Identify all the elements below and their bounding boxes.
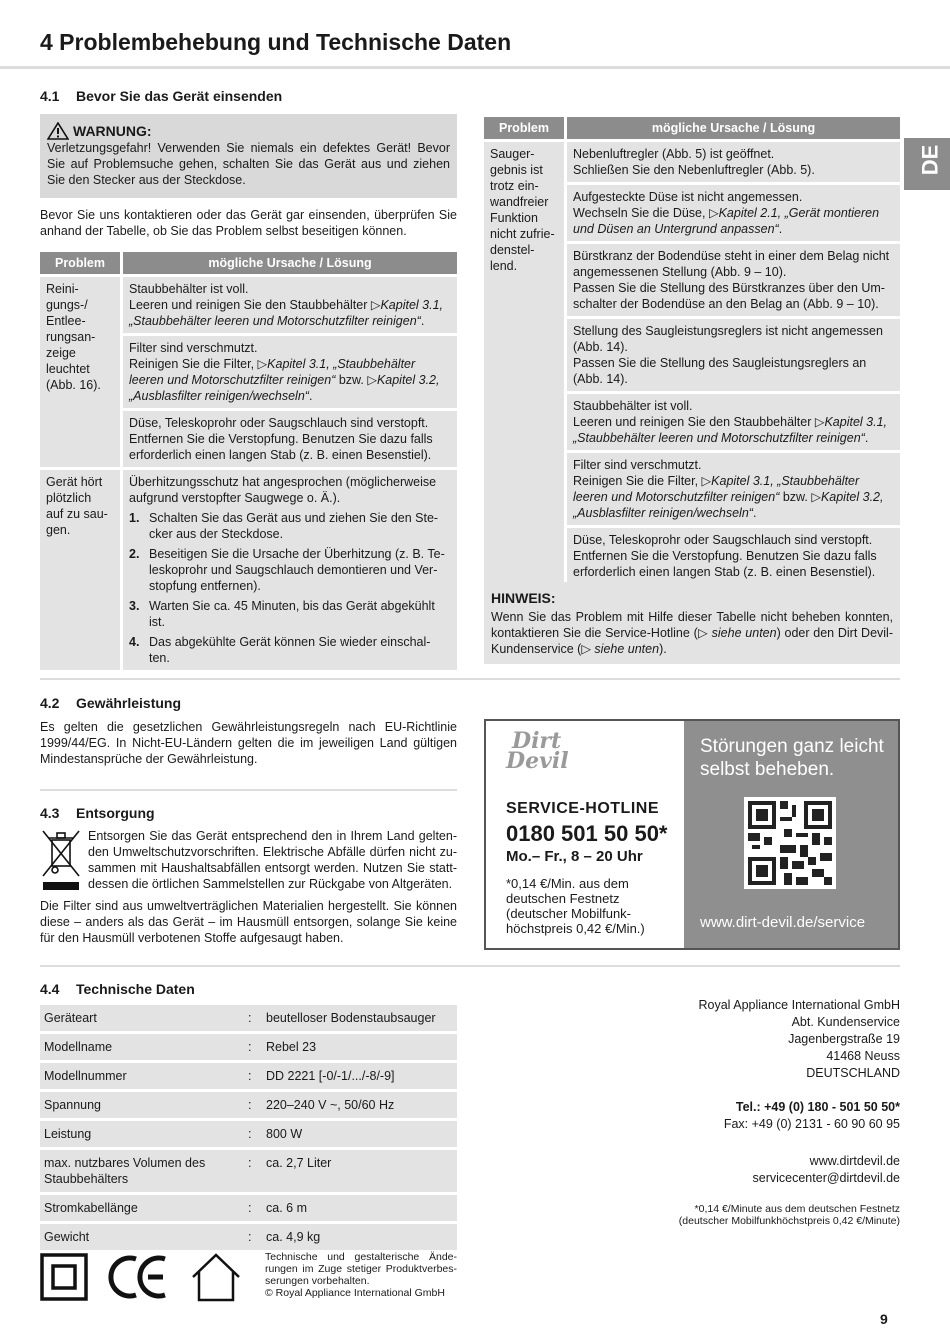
spec-value: ca. 2,7 Liter xyxy=(262,1150,457,1192)
logo-line: Dirt xyxy=(512,728,562,754)
spec-row xyxy=(40,1063,457,1089)
spec-label: Leistung xyxy=(40,1121,248,1147)
solution-text: Filter sind verschmutzt. Reinigen Sie die Filter, ▷Kapitel 3.1, „Staubbehälter leeren und Motorschutzfilter reinigen“ bzw. ▷Kapitel 3.2, „Ausblasfilter reinigen/wechseln“. xyxy=(129,341,440,403)
step-item xyxy=(129,546,451,594)
spec-separator: : xyxy=(248,1092,262,1118)
technical-data-table xyxy=(40,1002,457,1253)
spec-separator: : xyxy=(248,1063,262,1089)
problem-cell: Reini- gungs-/ Entlee- rungsan- zeige leuchtet (Abb. 16). xyxy=(40,277,120,467)
spec-separator: : xyxy=(248,1150,262,1192)
step-item xyxy=(129,634,451,666)
warning-text: Verletzungsgefahr! Verwenden Sie niemals ein defektes Gerät! Bevor Sie auf Problemsuche gehen, schalten Sie das Gerät aus und ziehen Sie den Stecker aus der Steckdose. xyxy=(47,141,450,187)
website-link[interactable]: www.dirtdevil.de xyxy=(809,1154,900,1168)
step-text: Beseitigen Sie die Ursache der Überhitzung (z. B. Te-leskoprohr und Saugschlauch demontieren und Ver-stopfung entfernen). xyxy=(149,547,445,593)
solution-cell xyxy=(567,319,900,391)
section-title: Entsorgung xyxy=(76,805,155,821)
step-item xyxy=(129,598,451,630)
filter-disposal-text: Die Filter sind aus umweltverträglichen Materialien hergestellt. Sie können diese – anders als das Gerät – im Hausmüll entsorgen, solange Sie keine für den Hausmüll verbotenen Stoffe aufgesaugt haben. xyxy=(40,899,457,945)
spec-label: Gewicht xyxy=(40,1224,248,1250)
spec-separator: : xyxy=(248,1005,262,1031)
section-number: 4.1 xyxy=(40,88,60,104)
section-title: Technische Daten xyxy=(76,981,195,997)
spec-row xyxy=(40,1224,457,1250)
solution-cell xyxy=(567,453,900,525)
section-divider xyxy=(40,965,900,967)
table-header-problem: Problem xyxy=(484,117,564,139)
ad-headline: Störungen ganz leicht selbst beheben. xyxy=(700,736,884,780)
spec-row xyxy=(40,1195,457,1221)
address-line: 41468 Neuss xyxy=(826,1049,900,1063)
solution-text: Nebenluftregler (Abb. 5) ist geöffnet. Schließen Sie den Nebenluftregler (Abb. 5). xyxy=(573,147,815,177)
section-4-2-heading xyxy=(40,694,181,712)
spec-value: Rebel 23 xyxy=(262,1034,457,1060)
warranty-text: Es gelten die gesetzlichen Gewährleistungsregeln nach EU-Richtlinie 1999/44/EG. In Nicht-EU-Ländern gelten die im jeweiligen Land gültigen Mindestansprüche der Gewährleistung. xyxy=(40,720,457,766)
solution-text: Bürstkranz der Bodendüse steht in einer dem Belag nicht angemessenen Stellung (Abb. 9 – 10). Passen Sie die Stellung des Bürstkranzes über den Um-schalter der Bodendüse an den Belag an (Abb. 9 – 10). xyxy=(573,249,890,311)
solution-cell xyxy=(567,528,900,584)
header-divider xyxy=(0,66,950,69)
address-lines xyxy=(679,997,900,1082)
section-4-4-heading xyxy=(40,980,195,998)
problem-cell: Sauger- gebnis ist trotz ein- wandfreier Funktion nicht zufrie- denstel- lend. xyxy=(484,142,564,584)
spec-separator: : xyxy=(248,1224,262,1250)
warning-triangle-icon xyxy=(47,122,69,140)
step-text: Das abgekühlte Gerät können Sie wieder einschal-ten. xyxy=(149,635,431,665)
solution-cell xyxy=(567,394,900,450)
section-title: Gewährleistung xyxy=(76,695,182,711)
service-hotline-label: SERVICE-HOTLINE xyxy=(506,800,659,817)
section-divider xyxy=(40,678,900,680)
steps-list xyxy=(129,510,451,666)
step-number: 3. xyxy=(129,599,140,613)
solution-text: Düse, Teleskoprohr oder Saugschlauch sind verstopft. Entfernen Sie die Verstopfung. Benutzen Sie dazu falls erforderlich einen langen Stab (z. B. einen Besenstiel). xyxy=(573,533,877,579)
address-line: DEUTSCHLAND xyxy=(806,1066,900,1080)
email-link[interactable]: servicecenter@dirtdevil.de xyxy=(752,1171,900,1185)
qr-code-icon xyxy=(744,797,836,889)
spec-label: Modellnummer xyxy=(40,1063,248,1089)
hint-text: Wenn Sie das Problem mit Hilfe dieser Tabelle nicht beheben konnten, kontaktieren Sie die Service-Hotline (▷ siehe unten) oder den Dirt Devil-Kundenservice (▷ siehe unten). xyxy=(491,610,893,656)
step-number: 4. xyxy=(129,635,140,649)
section-title: Bevor Sie das Gerät einsenden xyxy=(76,88,283,104)
spec-value: beutelloser Bodenstaubsauger xyxy=(262,1005,457,1031)
solution-cell xyxy=(567,185,900,241)
table-header-solution: mögliche Ursache / Lösung xyxy=(123,252,457,274)
spec-value: ca. 6 m xyxy=(262,1195,457,1221)
spec-separator: : xyxy=(248,1034,262,1060)
spec-value: ca. 4,9 kg xyxy=(262,1224,457,1250)
solution-text: Überhitzungsschutz hat angesprochen (möglicherweise aufgrund verstopfter Saugwege o. Ä.). xyxy=(129,475,437,505)
language-tab xyxy=(904,138,950,190)
step-text: Schalten Sie das Gerät aus und ziehen Sie den Ste-cker aus der Steckdose. xyxy=(149,511,439,541)
hotline-number: 0180 501 50 50* xyxy=(506,821,668,846)
section-4-1-heading xyxy=(40,87,282,105)
hotline-price-note: *0,14 €/Min. aus dem deutschen Festnetz (deutscher Mobilfunk-höchstpreis 0,42 €/Min.) xyxy=(506,876,645,936)
page-number: 9 xyxy=(880,1311,888,1327)
solution-cell xyxy=(567,142,900,182)
service-hotline-ad xyxy=(484,719,900,950)
section-4-1-intro: Bevor Sie uns kontaktieren oder das Gerät gar einsenden, überprüfen Sie anhand der Tabelle, ob Sie das Problem selbst beseitigen können. xyxy=(40,208,457,238)
step-text: Warten Sie ca. 45 Minuten, bis das Gerät abgekühlt ist. xyxy=(149,599,435,629)
service-url: www.dirt-devil.de/service xyxy=(700,914,866,931)
spec-label: Geräteart xyxy=(40,1005,248,1031)
hotline-hours: Mo.– Fr., 8 – 20 Uhr xyxy=(506,848,643,865)
ce-mark-icon xyxy=(108,1253,170,1301)
spec-label: Modellname xyxy=(40,1034,248,1060)
address-line: Jagenbergstraße 19 xyxy=(788,1032,900,1046)
spec-row xyxy=(40,1121,457,1147)
solution-cell xyxy=(123,470,457,670)
spec-value: DD 2221 [-0/-1/.../-8/-9] xyxy=(262,1063,457,1089)
solution-text: Staubbehälter ist voll. Leeren und reinigen Sie den Staubbehälter ▷Kapitel 3.1, „Staubbehälter leeren und Motorschutzfilter reinigen“. xyxy=(129,282,444,328)
warning-box xyxy=(40,114,457,198)
logo-line: Devil xyxy=(506,748,569,774)
solution-text: Stellung des Saugleistungsreglers ist nicht angemessen (Abb. 14). Passen Sie die Stellung des Saugleistungsreglers an (Abb. 14). xyxy=(573,324,883,386)
spec-separator: : xyxy=(248,1195,262,1221)
solution-cell xyxy=(123,336,457,408)
solution-cell xyxy=(123,411,457,467)
troubleshooting-table-right xyxy=(481,114,903,587)
spec-row xyxy=(40,1005,457,1031)
spec-value: 220–240 V ~, 50/60 Hz xyxy=(262,1092,457,1118)
section-number: 4.2 xyxy=(40,695,60,711)
indoor-use-house-icon xyxy=(190,1251,242,1303)
section-number: 4.4 xyxy=(40,981,60,997)
table-header-solution: mögliche Ursache / Lösung xyxy=(567,117,900,139)
spec-label: Stromkabellänge xyxy=(40,1195,248,1221)
solution-cell xyxy=(123,277,457,333)
service-phone: Tel.: +49 (0) 180 - 501 50 50* xyxy=(735,1100,900,1114)
step-number: 1. xyxy=(129,511,140,525)
address-block xyxy=(679,997,900,1227)
language-tab-label: DE xyxy=(917,144,943,176)
service-fax: Fax: +49 (0) 2131 - 60 90 60 95 xyxy=(723,1117,900,1131)
address-line: Abt. Kundenservice xyxy=(791,1015,900,1029)
spec-label: max. nutzbares Volumen des Staubbehälters xyxy=(40,1150,248,1192)
hint-box xyxy=(484,582,900,664)
solution-text: Düse, Teleskoprohr oder Saugschlauch sind verstopft. Entfernen Sie die Verstopfung. Benutzen Sie dazu falls erforderlich einen langen Stab (z. B. einen Besenstiel). xyxy=(129,416,433,462)
solution-text: Aufgesteckte Düse ist nicht angemessen. Wechseln Sie die Düse, ▷Kapitel 2.1, „Gerät montieren und Düsen an Untergrund anpassen“. xyxy=(573,190,880,236)
disclaimer-text: Technische und gestalterische Ände-rungen im Zuge stetiger Produktverbes-serungen vorbehalten. © Royal Appliance International GmbH xyxy=(265,1251,457,1299)
spec-label: Spannung xyxy=(40,1092,248,1118)
step-item xyxy=(129,510,451,542)
warning-title: WARNUNG: xyxy=(73,123,152,139)
spec-row xyxy=(40,1034,457,1060)
troubleshooting-table-left xyxy=(37,249,460,673)
section-4-3-heading xyxy=(40,804,155,822)
solution-text: Staubbehälter ist voll. Leeren und reinigen Sie den Staubbehälter ▷Kapitel 3.1, „Staubbehälter leeren und Motorschutzfilter reinigen“. xyxy=(573,399,888,445)
crossed-bin-icon xyxy=(40,828,82,892)
problem-cell: Gerät hört plötzlich auf zu sau- gen. xyxy=(40,470,120,670)
hint-title: HINWEIS: xyxy=(491,590,556,606)
section-number: 4.3 xyxy=(40,805,60,821)
dirt-devil-logo xyxy=(506,728,684,774)
address-line: Royal Appliance International GmbH xyxy=(698,998,900,1012)
section-divider xyxy=(40,789,457,791)
spec-value: 800 W xyxy=(262,1121,457,1147)
solution-text: Filter sind verschmutzt. Reinigen Sie die Filter, ▷Kapitel 3.1, „Staubbehälter leeren und Motorschutzfilter reinigen“ bzw. ▷Kapitel 3.2, „Ausblasfilter reinigen/wechseln“. xyxy=(573,458,884,520)
solution-cell xyxy=(567,244,900,316)
step-number: 2. xyxy=(129,547,140,561)
page-title: 4 Problembehebung und Technische Daten xyxy=(40,29,512,55)
spec-row xyxy=(40,1092,457,1118)
table-header-problem: Problem xyxy=(40,252,120,274)
price-footnote: *0,14 €/Minute aus dem deutschen Festnetz (deutscher Mobilfunkhöchstpreis 0,42 €/Minute) xyxy=(678,1203,900,1227)
disposal-text: Entsorgen Sie das Gerät entsprechend den in Ihrem Land gelten-den Umweltschutzvorschriften. Elektrische Abfälle dürfen nicht zu-sammen mit Haushaltsabfällen entsorgt werden. Nutzen Sie statt-dessen die örtlichen Sammelstellen zur Rückgabe von Altgeräten. xyxy=(88,829,457,891)
protection-class-2-icon xyxy=(40,1253,88,1301)
spec-separator: : xyxy=(248,1121,262,1147)
spec-row xyxy=(40,1150,457,1192)
